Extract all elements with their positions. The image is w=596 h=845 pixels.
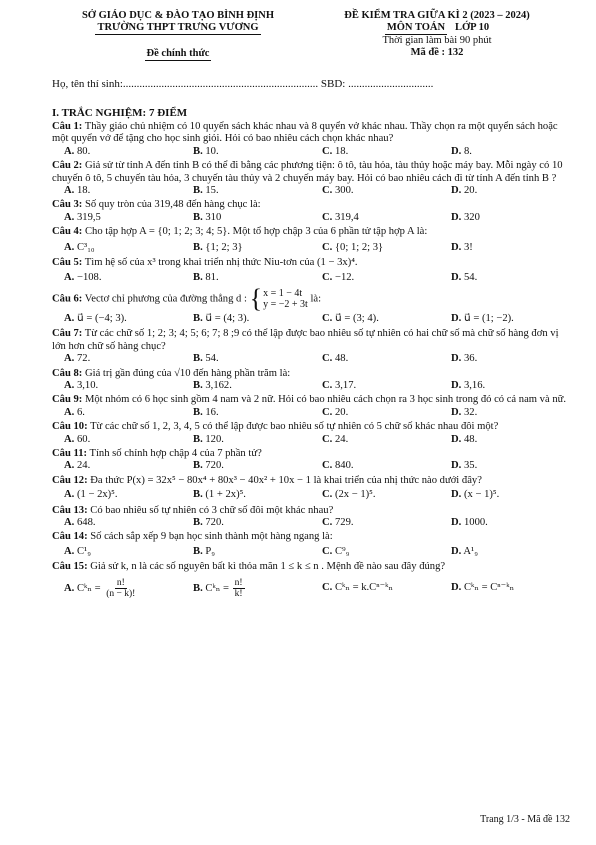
option-a: A. 319,5	[64, 211, 101, 223]
option-a: A. 6.	[64, 406, 85, 418]
option-d: D. u⃗ = (1; −2).	[451, 312, 514, 324]
answer-options-4	[52, 242, 568, 254]
answer-options-10	[52, 434, 568, 446]
equation-system: { x = 1 − 4t y = −2 + 3t	[249, 283, 308, 313]
sbd-field: SBD: ...............................	[320, 78, 434, 90]
option-d: D. (x − 1)⁵.	[451, 489, 500, 501]
option-b: B. 81.	[193, 272, 219, 284]
option-b: B. Cᵏₙ = $\frac{n!}{k!}$	[193, 577, 243, 599]
fraction: $\frac{n!}{k!}$	[234, 577, 243, 599]
department-name: SỞ GIÁO DỤC & ĐÀO TẠO BÌNH ĐỊNH	[81, 10, 275, 21]
option-d: D. 48.	[451, 433, 478, 445]
question-4: Câu 4: Cho tập hợp A = {0; 1; 2; 3; 4; 5}. Một tổ hợp chập 3 của 6 phần tử tập hợp A là:	[52, 226, 428, 238]
option-d: D. 1000.	[451, 516, 488, 528]
option-d: D. 320	[451, 211, 480, 223]
option-a: A. 80.	[64, 145, 91, 157]
option-c: C. 729.	[322, 516, 354, 528]
option-a: A. 3,10.	[64, 379, 99, 391]
option-c: C. 840.	[322, 460, 354, 472]
option-c: C. 3,17.	[322, 379, 357, 391]
option-d: D. A¹₉	[451, 545, 478, 557]
option-b: B. 15.	[193, 185, 219, 197]
option-c: C. 319,4	[322, 211, 359, 223]
option-b: B. 16.	[193, 406, 219, 418]
option-b: B. u⃗ = (4; 3).	[193, 312, 250, 324]
option-c: C. 24.	[322, 433, 349, 445]
student-name-field: Họ, tên thí sinh:.......................................................................	[52, 78, 319, 90]
question-13: Câu 13: Có bao nhiêu số tự nhiên có 3 chữ số đôi một khác nhau?	[52, 504, 334, 516]
question-6: Câu 6: Vectơ chỉ phương của đường thẳng d : { x = 1 − 4t y = −2 + 3t là:	[52, 283, 322, 313]
option-a: A. 648.	[64, 516, 96, 528]
question-15: Câu 15: Giả sử k, n là các số nguyên bất kì thỏa mãn 1 ≤ k ≤ n . Mệnh đề nào sau đây đúng?	[52, 561, 446, 573]
answer-options-2	[52, 185, 568, 197]
answer-options-11	[52, 460, 568, 472]
option-d: D. 54.	[451, 272, 478, 284]
option-a: A. C³₁₀	[64, 241, 95, 253]
option-d: D. 35.	[451, 460, 478, 472]
option-d: D. 8.	[451, 145, 472, 157]
answer-options-13	[52, 517, 568, 529]
question-8: Câu 8: Giá trị gần đúng của √10 đến hàng phần trăm là:	[52, 367, 291, 379]
question-1: Câu 1: Thầy giáo chủ nhiệm có 10 quyển sách khác nhau và 8 quyển vở khác nhau. Thầy chọn ra một quyển sách hoặc một quyển vở để tặng cho học sinh giỏi. Hỏi có bao nhiêu cách chọn khác nhau?	[52, 121, 558, 145]
question-7: Câu 7: Từ các chữ số 1; 2; 3; 4; 5; 6; 7; 8 ;9 có thể lập được bao nhiêu số tự nhiên có hai chữ số mà chữ số hàng đơn vị lớn hơn chữ số hàng chục?	[52, 328, 559, 352]
option-d: D. 3!	[451, 241, 473, 253]
question-10: Câu 10: Từ các chữ số 1, 2, 3, 4, 5 có thể lập được bao nhiêu số tự nhiên có 5 chữ số khác nhau đôi một?	[52, 421, 499, 433]
question-list	[52, 121, 568, 601]
answer-options-12	[52, 489, 568, 501]
answer-options-1	[52, 146, 568, 158]
option-a: A. (1 − 2x)⁵.	[64, 489, 118, 501]
student-info-line	[52, 78, 572, 90]
option-c: C. −12.	[322, 272, 355, 284]
answer-options-6	[52, 313, 568, 325]
subject-name: MÔN TOÁN	[386, 22, 446, 33]
answer-options-9	[52, 407, 568, 419]
section-title: I. TRẮC NGHIỆM: 7 ĐIỂM	[52, 107, 188, 119]
question-11: Câu 11: Tính số chỉnh hợp chập 4 của 7 phần tử?	[52, 447, 262, 459]
option-b: B. 54.	[193, 353, 219, 365]
option-c: C. 20.	[322, 406, 349, 418]
option-b: B. {1; 2; 3}	[193, 241, 243, 253]
question-14: Câu 14: Số cách sắp xếp 9 bạn học sinh thành một hàng ngang là:	[52, 531, 333, 543]
question-3: Câu 3: Số quy tròn của 319,48 đến hàng chục là:	[52, 199, 261, 211]
exam-code: Mã đề : 132	[410, 47, 464, 58]
answer-options-3	[52, 212, 568, 224]
option-a: A. Cᵏₙ = $\frac{n!}{(n - k)!}$	[64, 577, 136, 599]
option-a: A. −108.	[64, 272, 102, 284]
option-c: C. Cᵏₙ = k.Cⁿ⁻ᵏₙ	[322, 581, 394, 593]
option-b: B. 120.	[193, 433, 224, 445]
option-c: C. C⁹₉	[322, 545, 350, 557]
exam-title: ĐỀ KIỂM TRA GIỮA KÌ 2 (2023 – 2024)	[344, 10, 530, 21]
option-a: A. u⃗ = (−4; 3).	[64, 312, 127, 324]
option-b: B. P₉	[193, 545, 215, 557]
option-b: B. 3,162.	[193, 379, 232, 391]
answer-options-8	[52, 380, 568, 392]
option-c: C. (2x − 1)⁵.	[322, 489, 376, 501]
question-2: Câu 2: Giả sử từ tỉnh A đến tỉnh B có thể đi bằng các phương tiện: ô tô, tàu hỏa, tàu thủy hoặc máy bay. Mỗi ngày có 10 chuyến ô tô, 5 chuyến tàu hỏa, 3 chuyến tàu thủy và 2 chuyến máy bay. Hỏi có bao nhiêu cách đi từ tỉnh A đến tỉnh B ?	[52, 160, 563, 184]
option-b: B. 720.	[193, 516, 224, 528]
answer-options-7	[52, 353, 568, 365]
option-b: B. 720.	[193, 460, 224, 472]
option-a: A. 72.	[64, 353, 91, 365]
option-c: C. {0; 1; 2; 3}	[322, 241, 384, 253]
option-d: D. Cᵏₙ = Cⁿ⁻ᵏₙ	[451, 581, 515, 593]
question-5: Câu 5: Tìm hệ số của x³ trong khai triển nhị thức Niu-tơn của (1 − 3x)⁴.	[52, 257, 358, 269]
answer-options-15	[52, 578, 568, 599]
header-left	[64, 10, 292, 61]
question-9: Câu 9: Một nhóm có 6 học sinh gồm 4 nam và 2 nữ. Hỏi có bao nhiêu cách chọn ra 3 học sinh trong đó có cả nam và nữ.	[52, 394, 567, 406]
option-a: A. 18.	[64, 185, 91, 197]
official-label: Đề chính thức	[146, 48, 210, 59]
option-a: A. 24.	[64, 460, 91, 472]
option-c: C. 48.	[322, 353, 349, 365]
option-d: D. 20.	[451, 185, 478, 197]
grade-label: LỚP 10	[454, 22, 490, 33]
option-d: D. 36.	[451, 353, 478, 365]
option-d: D. 32.	[451, 406, 478, 418]
option-b: B. (1 + 2x)⁵.	[193, 489, 246, 501]
header-right	[306, 10, 568, 59]
option-c: C. 18.	[322, 145, 349, 157]
page-footer: Trang 1/3 - Mã đề 132	[480, 814, 570, 825]
option-d: D. 3,16.	[451, 379, 486, 391]
option-a: A. C¹₉	[64, 545, 91, 557]
question-12: Câu 12: Đa thức P(x) = 32x⁵ − 80x⁴ + 80x³ − 40x² + 10x − 1 là khai triển của nhị thức nào dưới đây?	[52, 474, 482, 486]
fraction: $\frac{n!}{(n - k)!}$	[106, 577, 136, 599]
option-c: C. u⃗ = (3; 4).	[322, 312, 379, 324]
option-a: A. 60.	[64, 433, 91, 445]
school-name: TRƯỜNG THPT TRƯNG VƯƠNG	[97, 22, 259, 33]
option-b: B. 310	[193, 211, 222, 223]
option-b: B. 10.	[193, 145, 219, 157]
option-c: C. 300.	[322, 185, 354, 197]
exam-time: Thời gian làm bài 90 phút	[382, 35, 492, 46]
answer-options-14	[52, 546, 568, 558]
answer-options-5	[52, 272, 568, 284]
